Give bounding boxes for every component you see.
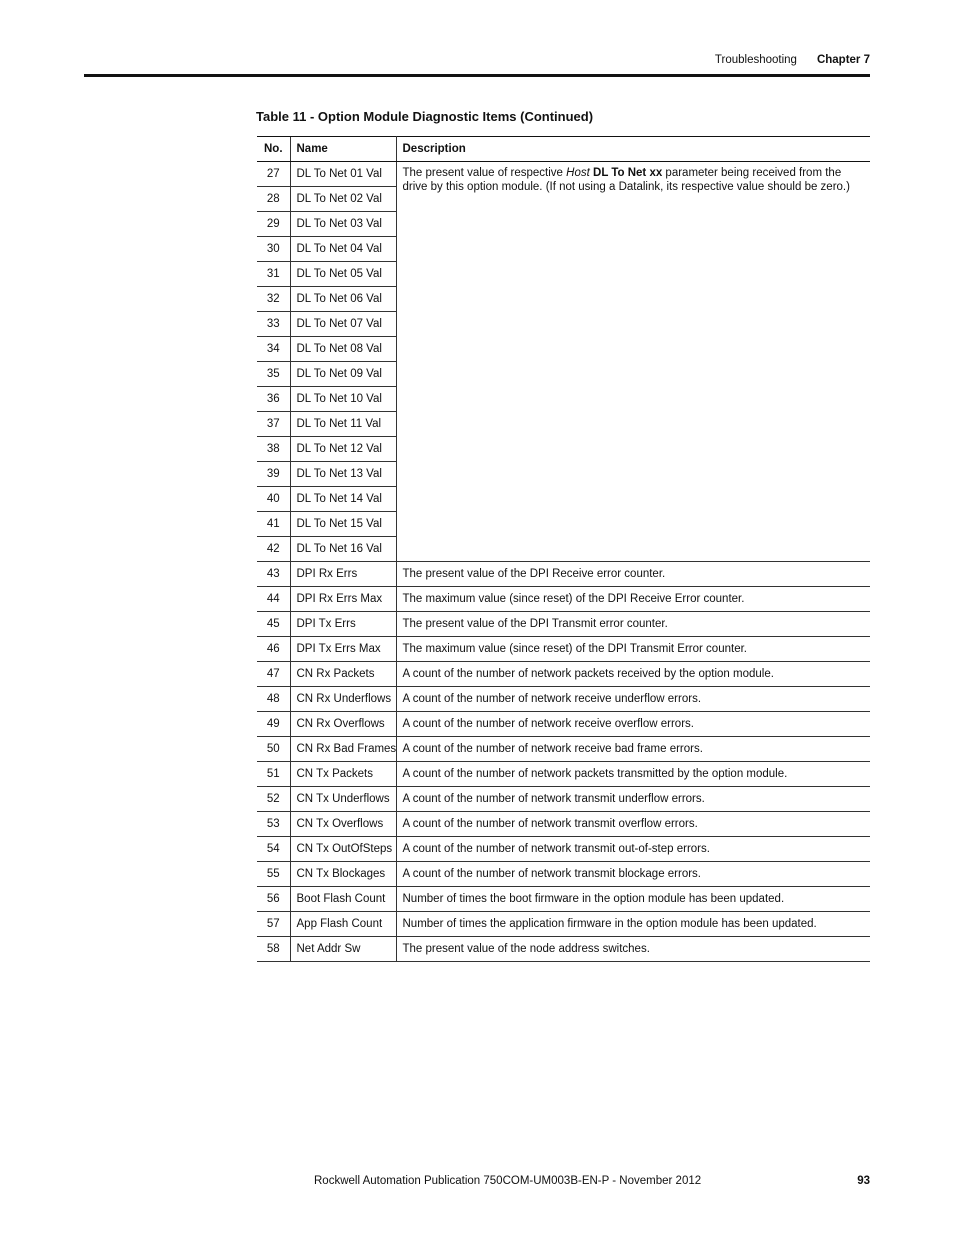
row-name: CN Tx Blockages	[290, 862, 396, 887]
row-description: A count of the number of network transmit underflow errors.	[396, 787, 870, 812]
table-title: Table 11 - Option Module Diagnostic Items (Continued)	[256, 109, 594, 124]
row-name: CN Tx Underflows	[290, 787, 396, 812]
row-number: 55	[257, 862, 290, 887]
row-number: 50	[257, 737, 290, 762]
table-row	[257, 612, 870, 637]
row-number: 38	[257, 437, 290, 462]
table-row	[257, 912, 870, 937]
row-description: The maximum value (since reset) of the DPI Receive Error counter.	[396, 587, 870, 612]
row-name: CN Tx Overflows	[290, 812, 396, 837]
row-name: DL To Net 12 Val	[290, 437, 396, 462]
row-number: 27	[257, 162, 290, 187]
row-name: DL To Net 07 Val	[290, 312, 396, 337]
row-number: 33	[257, 312, 290, 337]
row-name: DL To Net 11 Val	[290, 412, 396, 437]
table-row	[257, 812, 870, 837]
row-description: A count of the number of network transmit blockage errors.	[396, 862, 870, 887]
row-number: 56	[257, 887, 290, 912]
row-number: 47	[257, 662, 290, 687]
row-name: DL To Net 01 Val	[290, 162, 396, 187]
column-header-name: Name	[290, 137, 396, 162]
table-row	[257, 637, 870, 662]
desc-bold: DL To Net xx	[589, 167, 663, 179]
row-description: Number of times the boot firmware in the option module has been updated.	[396, 887, 870, 912]
column-header-description: Description	[396, 137, 870, 162]
row-name: DL To Net 03 Val	[290, 212, 396, 237]
row-name: DPI Rx Errs	[290, 562, 396, 587]
row-number: 34	[257, 337, 290, 362]
table-row	[257, 712, 870, 737]
table-header-row	[257, 137, 870, 162]
row-name: DL To Net 05 Val	[290, 262, 396, 287]
row-name: DL To Net 09 Val	[290, 362, 396, 387]
row-name: CN Rx Bad Frames	[290, 737, 396, 762]
row-name: CN Rx Underflows	[290, 687, 396, 712]
row-description: A count of the number of network packets transmitted by the option module.	[396, 762, 870, 787]
table-row	[257, 662, 870, 687]
row-number: 41	[257, 512, 290, 537]
row-number: 58	[257, 937, 290, 962]
row-number: 30	[257, 237, 290, 262]
row-name: CN Rx Overflows	[290, 712, 396, 737]
row-number: 40	[257, 487, 290, 512]
row-number: 48	[257, 687, 290, 712]
row-number: 57	[257, 912, 290, 937]
header-chapter: Chapter 7	[816, 54, 870, 66]
row-name: CN Tx Packets	[290, 762, 396, 787]
row-number: 51	[257, 762, 290, 787]
table-row	[257, 762, 870, 787]
table-row	[257, 937, 870, 962]
row-name: Boot Flash Count	[290, 887, 396, 912]
row-number: 32	[257, 287, 290, 312]
desc-italic: Host	[566, 167, 590, 179]
row-number: 45	[257, 612, 290, 637]
desc-text: The present value of respective	[402, 167, 567, 179]
row-description: Number of times the application firmware in the option module has been updated.	[396, 912, 870, 937]
row-number: 31	[257, 262, 290, 287]
row-name: DL To Net 14 Val	[290, 487, 396, 512]
table-row	[257, 862, 870, 887]
row-name: DPI Tx Errs	[290, 612, 396, 637]
row-description: The maximum value (since reset) of the DPI Transmit Error counter.	[396, 637, 870, 662]
row-name: DL To Net 02 Val	[290, 187, 396, 212]
row-name: CN Tx OutOfSteps	[290, 837, 396, 862]
row-number: 52	[257, 787, 290, 812]
row-description: The present value of the DPI Transmit error counter.	[396, 612, 870, 637]
table-row	[257, 887, 870, 912]
row-name: CN Rx Packets	[290, 662, 396, 687]
table-row	[257, 687, 870, 712]
row-name: App Flash Count	[290, 912, 396, 937]
page-header	[715, 54, 870, 66]
row-name: DL To Net 13 Val	[290, 462, 396, 487]
row-number: 36	[257, 387, 290, 412]
row-number: 29	[257, 212, 290, 237]
row-description: A count of the number of network transmit overflow errors.	[396, 812, 870, 837]
row-name: DL To Net 16 Val	[290, 537, 396, 562]
row-name: DL To Net 06 Val	[290, 287, 396, 312]
row-number: 28	[257, 187, 290, 212]
row-name: DPI Tx Errs Max	[290, 637, 396, 662]
row-name: DPI Rx Errs Max	[290, 587, 396, 612]
footer-publication: Rockwell Automation Publication 750COM-UM003B-EN-P - November 2012	[314, 1175, 702, 1187]
row-number: 53	[257, 812, 290, 837]
row-name: DL To Net 04 Val	[290, 237, 396, 262]
row-description: A count of the number of network receive underflow errors.	[396, 687, 870, 712]
row-description: A count of the number of network transmit out-of-step errors.	[396, 837, 870, 862]
desc-text: parameter being received from the drive by this option module. (If not using a Datalink, its respective value should be zero.)	[402, 167, 850, 193]
table-body	[257, 162, 870, 962]
table-row	[257, 787, 870, 812]
table-row	[257, 562, 870, 587]
row-number: 44	[257, 587, 290, 612]
row-description: A count of the number of network receive bad frame errors.	[396, 737, 870, 762]
row-number: 42	[257, 537, 290, 562]
row-name: DL To Net 15 Val	[290, 512, 396, 537]
column-header-no: No.	[257, 137, 290, 162]
row-description	[396, 162, 870, 562]
row-number: 43	[257, 562, 290, 587]
diagnostic-items-table	[257, 136, 870, 962]
row-number: 37	[257, 412, 290, 437]
row-number: 49	[257, 712, 290, 737]
table-row	[257, 162, 870, 187]
row-name: DL To Net 08 Val	[290, 337, 396, 362]
row-number: 39	[257, 462, 290, 487]
row-name: Net Addr Sw	[290, 937, 396, 962]
table-row	[257, 587, 870, 612]
row-number: 35	[257, 362, 290, 387]
row-name: DL To Net 10 Val	[290, 387, 396, 412]
row-description: A count of the number of network packets received by the option module.	[396, 662, 870, 687]
header-section: Troubleshooting	[714, 54, 797, 66]
page-number: 93	[857, 1175, 870, 1187]
row-description: The present value of the DPI Receive error counter.	[396, 562, 870, 587]
row-description: The present value of the node address switches.	[396, 937, 870, 962]
header-rule	[84, 74, 870, 77]
row-number: 46	[257, 637, 290, 662]
row-description: A count of the number of network receive overflow errors.	[396, 712, 870, 737]
table-row	[257, 837, 870, 862]
row-number: 54	[257, 837, 290, 862]
table-row	[257, 737, 870, 762]
